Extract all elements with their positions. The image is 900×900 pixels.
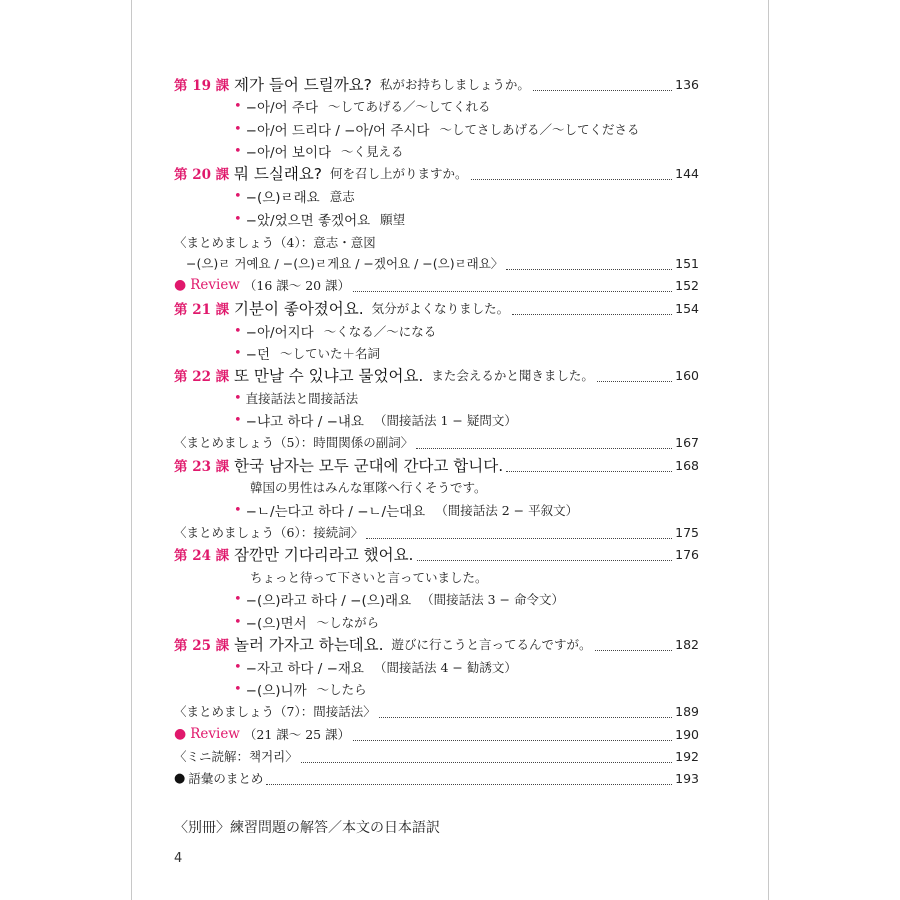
lesson-subtitle: また会えるかと聞きました。	[431, 368, 594, 383]
toc-entry-review-2[interactable]	[174, 723, 699, 745]
toc-entry-lesson-20[interactable]	[174, 162, 699, 184]
lesson-number: 第 21 課	[174, 302, 230, 318]
page-ref: 151	[675, 255, 699, 271]
bullet-icon: •	[234, 681, 242, 697]
grammar-item	[234, 656, 699, 678]
page-ref: 160	[675, 367, 699, 383]
page-ref: 175	[675, 524, 699, 540]
bullet-icon: •	[234, 412, 242, 428]
page-ref: 182	[675, 636, 699, 652]
page-ref: 192	[675, 748, 699, 764]
bullet-icon: •	[234, 323, 242, 339]
toc-entry-summary-7[interactable]	[174, 700, 699, 722]
page-ref: 144	[675, 165, 699, 181]
toc-entry-lesson-23[interactable]	[174, 454, 699, 476]
bullet-icon: •	[234, 121, 242, 137]
review-range: （16 課〜 20 課）	[243, 278, 351, 293]
grammar-korean: −냐고 하다 / −냬요	[245, 414, 364, 430]
grammar-item	[234, 342, 699, 364]
grammar-korean: −(으)ㄹ래요	[245, 190, 320, 206]
grammar-japanese: 〜く見える	[341, 144, 404, 159]
grammar-japanese: 〜しながら	[316, 615, 380, 630]
bullet-icon: •	[234, 659, 242, 675]
lesson-translation	[250, 566, 699, 588]
page-ref: 190	[675, 726, 699, 742]
toc-entry-summary-4-line2[interactable]	[186, 252, 699, 274]
bullet-icon: ●	[174, 277, 187, 293]
toc-entry-review-1[interactable]	[174, 274, 699, 296]
page-ref: 136	[675, 76, 699, 92]
grammar-japanese: 〜したら	[316, 682, 367, 697]
grammar-korean: −아/어 드리다 / −아/어 주시다	[245, 123, 430, 139]
lesson-title: 제가 들어 드릴까요?	[234, 76, 372, 94]
grammar-korean: −(으)라고 하다 / −(으)래요	[245, 593, 412, 609]
leader-dots	[417, 560, 673, 561]
toc-entry-summary-6[interactable]	[174, 521, 699, 543]
grammar-item	[234, 95, 699, 117]
page-ref: 168	[675, 457, 699, 473]
grammar-japanese: （間接話法 1 − 疑問文）	[373, 413, 517, 428]
translation-text: 韓国の男性はみんな軍隊へ行くそうです。	[250, 480, 487, 495]
toc-entry-lesson-22[interactable]	[174, 364, 699, 386]
grammar-japanese: 願望	[380, 212, 406, 227]
lesson-title: 또 만날 수 있냐고 물었어요.	[234, 367, 424, 385]
grammar-korean: −(으)니까	[245, 683, 307, 699]
leader-dots	[506, 269, 672, 270]
leader-dots	[595, 650, 673, 651]
grammar-japanese: 〜してさしあげる／〜してくださる	[439, 122, 640, 137]
lesson-title: 놀러 가자고 하는데요.	[234, 636, 384, 654]
bullet-icon: •	[234, 502, 242, 518]
toc-entry-vocabulary[interactable]	[174, 767, 699, 789]
grammar-korean: −자고 하다 / −재요	[245, 661, 364, 677]
grammar-item	[234, 678, 699, 700]
lesson-subtitle: 気分がよくなりました。	[371, 301, 510, 316]
toc-entry-summary-5[interactable]	[174, 431, 699, 453]
page-ref: 189	[675, 703, 699, 719]
grammar-item	[234, 320, 699, 342]
grammar-item	[234, 185, 699, 207]
grammar-japanese: （間接話法 2 − 平叙文）	[435, 503, 579, 518]
page-ref: 167	[675, 434, 699, 450]
summary-label: 〈まとめましょう（4）：意志・意図	[174, 235, 376, 250]
lesson-number: 第 20 課	[174, 167, 230, 183]
lesson-number: 第 25 課	[174, 638, 230, 654]
leader-dots	[266, 784, 672, 785]
bullet-icon: •	[234, 345, 242, 361]
grammar-japanese: 直接話法と間接話法	[245, 391, 359, 406]
page-number: 4	[174, 851, 183, 866]
toc-entry-summary-4[interactable]	[174, 231, 699, 253]
lesson-title: 잠깐만 기다리라고 했어요.	[234, 546, 414, 564]
grammar-korean: −(으)면서	[245, 616, 307, 632]
toc-entry-mini-reading[interactable]	[174, 745, 699, 767]
bullet-icon: •	[234, 614, 242, 630]
leader-dots	[301, 762, 672, 763]
grammar-korean: −던	[245, 347, 271, 363]
lesson-translation	[250, 476, 699, 498]
review-range: （21 課〜 25 課）	[243, 727, 351, 742]
grammar-japanese: 〜してあげる／〜してくれる	[328, 99, 491, 114]
page-ref: 193	[675, 770, 699, 786]
grammar-korean: −아/어지다	[245, 325, 314, 341]
lesson-number: 第 19 課	[174, 78, 230, 94]
lesson-subtitle: 何を召し上がりますか。	[330, 166, 468, 181]
page-ref: 152	[675, 277, 699, 293]
summary-label: 〈まとめましょう（5）：時間関係の副詞〉	[174, 435, 414, 450]
grammar-item	[234, 499, 699, 521]
leader-dots	[597, 381, 672, 382]
summary-forms: −(으)ㄹ 거예요 / −(으)ㄹ게요 / −겠어요 / −(으)ㄹ래요〉	[186, 256, 504, 271]
toc-entry-lesson-24[interactable]	[174, 543, 699, 565]
grammar-japanese: （間接話法 4 − 勧誘文）	[373, 660, 517, 675]
grammar-item	[234, 588, 699, 610]
leader-dots	[353, 291, 672, 292]
grammar-japanese: （間接話法 3 − 命令文）	[421, 592, 564, 607]
bullet-icon: •	[234, 188, 242, 204]
grammar-item	[234, 140, 699, 162]
review-label: Review	[190, 277, 240, 293]
bullet-icon: •	[234, 211, 242, 227]
leader-dots	[366, 538, 672, 539]
grammar-korean: −아/어 주다	[245, 100, 318, 116]
page-ref: 154	[675, 300, 699, 316]
leader-dots	[353, 740, 672, 741]
lesson-subtitle: 遊びに行こうと言ってるんですが。	[391, 637, 592, 652]
lesson-title: 뭐 드실래요?	[234, 165, 323, 183]
leader-dots	[512, 314, 672, 315]
page-ref: 176	[675, 546, 699, 562]
bullet-icon: •	[234, 143, 242, 159]
summary-label: 〈まとめましょう（7）：間接話法〉	[174, 704, 376, 719]
bullet-icon: ●	[174, 726, 187, 742]
toc-entry-lesson-19[interactable]	[174, 73, 699, 95]
lesson-title: 한국 남자는 모두 군대에 간다고 합니다.	[234, 457, 504, 475]
review-label: Review	[190, 726, 240, 742]
supplement-note: 〈別冊〉練習問題の解答／本文の日本語訳	[174, 820, 440, 836]
leader-dots	[506, 471, 672, 472]
grammar-item	[234, 118, 699, 140]
vocabulary-label: 語彙のまとめ	[188, 771, 264, 786]
grammar-item	[234, 208, 699, 230]
summary-label: 〈まとめましょう（6）：接続詞〉	[174, 525, 364, 540]
bullet-icon: ●	[174, 770, 186, 786]
lesson-title: 기분이 좋아졌어요.	[234, 300, 364, 318]
leader-dots	[533, 90, 672, 91]
grammar-korean: −았/었으면 좋겠어요	[245, 213, 371, 229]
grammar-japanese: 意志	[329, 189, 355, 204]
grammar-japanese: 〜していた＋名詞	[280, 346, 381, 361]
bullet-icon: •	[234, 390, 242, 406]
grammar-item	[234, 409, 699, 431]
bullet-icon: •	[234, 98, 242, 114]
grammar-japanese: 〜くなる／〜になる	[323, 324, 437, 339]
grammar-item	[234, 387, 699, 409]
translation-text: ちょっと待って下さいと言っていました。	[250, 570, 488, 585]
leader-dots	[416, 448, 672, 449]
leader-dots	[471, 179, 673, 180]
toc-entry-lesson-25[interactable]	[174, 633, 699, 655]
leader-dots	[379, 717, 672, 718]
lesson-subtitle: 私がお持ちしましょうか。	[379, 77, 530, 92]
grammar-korean: −아/어 보이다	[245, 145, 332, 161]
lesson-number: 第 22 課	[174, 369, 230, 385]
bullet-icon: •	[234, 591, 242, 607]
lesson-number: 第 24 課	[174, 548, 230, 564]
grammar-item	[234, 611, 699, 633]
mini-reading-label: 〈ミニ読解：책거리〉	[174, 749, 298, 764]
toc-entry-lesson-21[interactable]	[174, 297, 699, 319]
lesson-number: 第 23 課	[174, 459, 230, 475]
grammar-korean: −ㄴ/는다고 하다 / −ㄴ/는대요	[245, 504, 426, 520]
